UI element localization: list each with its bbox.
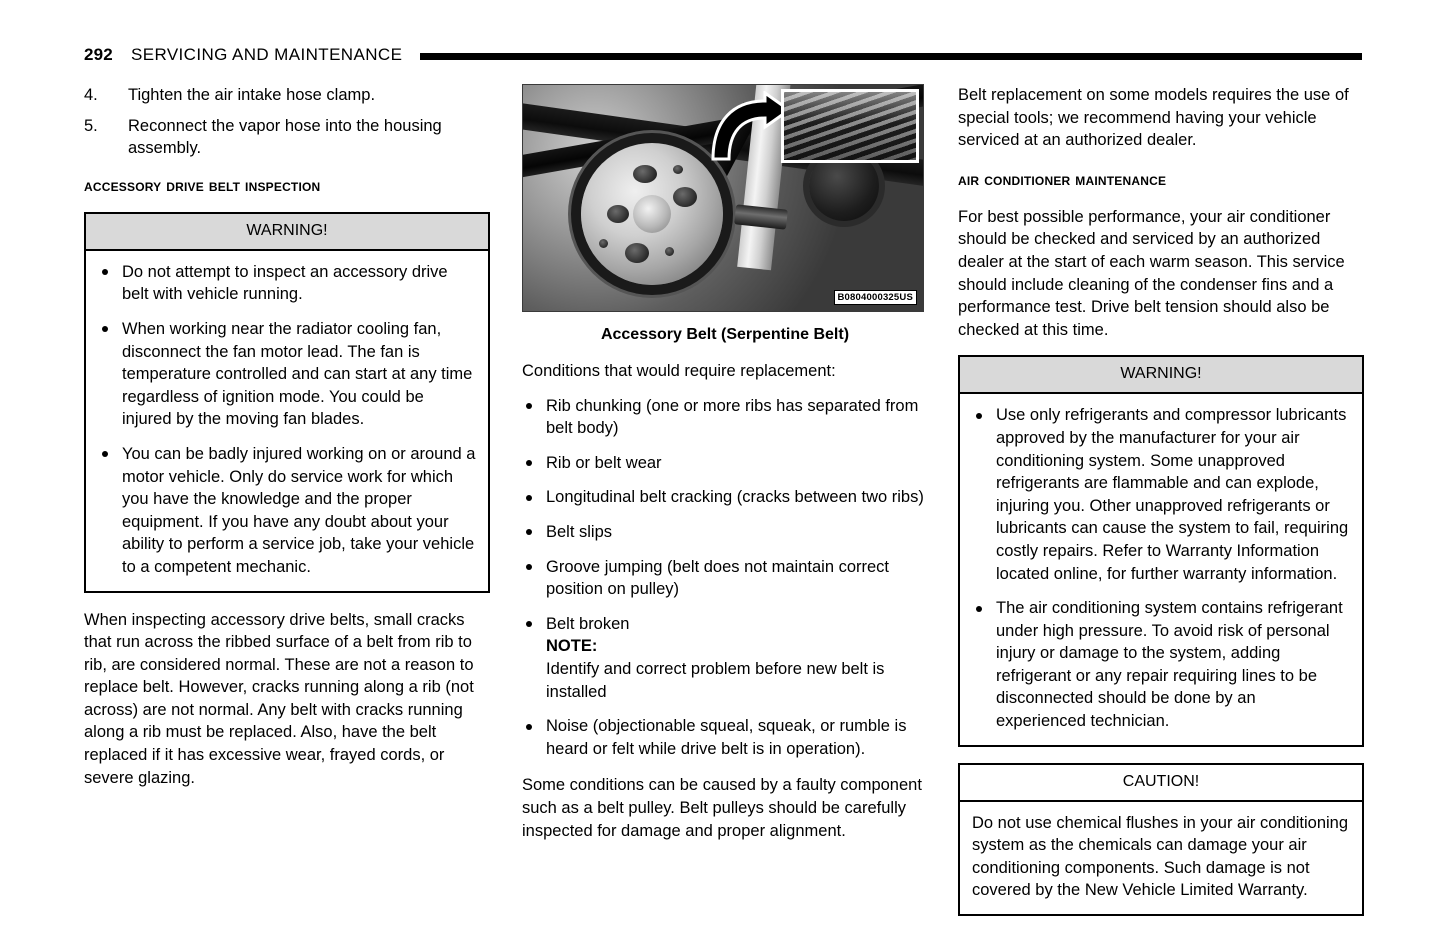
bullet-icon [102, 451, 108, 457]
bullet-icon [526, 460, 532, 466]
procedure-step-list [84, 84, 490, 160]
main-pulley [581, 143, 723, 285]
header-rule [420, 53, 1362, 60]
bullet-text: Belt broken [546, 614, 630, 633]
pulley-hole [665, 247, 674, 256]
page-title: SERVICING AND MAINTENANCE [130, 45, 403, 64]
list-item [98, 261, 476, 306]
bullet-icon [526, 495, 532, 501]
replacement-conditions-list [522, 395, 928, 636]
pulley-hole [599, 239, 608, 248]
step-text: Tighten the air intake hose clamp. [128, 86, 376, 104]
pulley-hole [633, 165, 657, 183]
list-item [98, 318, 476, 431]
bullet-icon [526, 621, 532, 627]
warning-box-title: WARNING! [960, 357, 1362, 394]
list-item [972, 404, 1350, 585]
conditions-lead-in: Conditions that would require replacement: [522, 362, 836, 380]
section-heading-accessory-drive-belt-inspection: accessory drive belt inspection [84, 175, 321, 195]
bullet-icon [526, 529, 532, 535]
warning-box-body [960, 394, 1362, 744]
figure-caption: Accessory Belt (Serpentine Belt) [600, 326, 850, 343]
list-item [522, 452, 928, 475]
bullet-text: Longitudinal belt cracking (cracks between two ribs) [546, 488, 924, 507]
right-column [958, 84, 1364, 932]
warning-box-body [86, 251, 488, 591]
bullet-icon [976, 606, 982, 612]
bullet-text: Groove jumping (belt does not maintain correct position on pulley) [546, 557, 890, 599]
pulley-hole [607, 205, 629, 223]
bullet-text: Do not attempt to inspect an accessory drive belt with vehicle running. [122, 262, 448, 304]
bullet-icon [526, 403, 532, 409]
bullet-icon [526, 724, 532, 730]
pulley-hole [625, 243, 649, 263]
bullet-text: Rib or belt wear [546, 453, 662, 472]
middle-column [522, 84, 928, 842]
bullet-text: You can be badly injured working on or around a motor vehicle. Only do service work for which you have the knowledge and the proper equipment. If you have any doubt about your ability to perform a service job, take your vehicle to a competent mechanic. [122, 444, 476, 576]
list-item [522, 613, 928, 636]
bullet-text: The air conditioning system contains refrigerant under high pressure. To avoid risk of personal injury or damage to the system, adding refrigerant or any repair requiring lines to be disconnected should be done by an experienced technician. [996, 599, 1343, 731]
figure-image [522, 84, 924, 312]
list-item [972, 597, 1350, 733]
note-block [522, 635, 928, 703]
bullet-text: Rib chunking (one or more ribs has separated from belt body) [546, 396, 919, 438]
section-heading-air-conditioner-maintenance: air conditioner maintenance [958, 169, 1167, 189]
pulley-hole [673, 165, 683, 174]
belt-rib-detail-inset [781, 89, 919, 163]
step-number: 4. [84, 86, 98, 104]
figure-accessory-belt [522, 84, 928, 344]
caution-box-chemical-flushes [958, 763, 1364, 916]
list-item [522, 556, 928, 601]
caution-box-title: CAUTION! [960, 765, 1362, 802]
paragraph-belt-inspection: When inspecting accessory drive belts, small cracks that run across the ribbed surface of a belt from rib to rib, are considered normal. These are not a reason to replace belt. However, cracks running along a rib (not across) are not normal. Any belt with cracks running along a rib must be replaced. Also, have the belt replaced if it has excessive wear, frayed cords, or severe glazing. [84, 610, 474, 787]
bullet-icon [102, 269, 108, 275]
pulley-hub [633, 195, 671, 233]
pulley-hole [673, 187, 697, 207]
bullet-text: Belt slips [546, 522, 613, 541]
bullet-text: Noise (objectionable squeal, squeak, or rumble is heard or felt while drive belt is in operation). [546, 717, 907, 758]
list-item [84, 84, 490, 107]
bullet-icon [976, 413, 982, 419]
paragraph-belt-replacement: Belt replacement on some models requires the use of special tools; we recommend having your vehicle serviced at an authorized dealer. [958, 86, 1349, 150]
list-item [522, 521, 928, 544]
inset-shading [784, 92, 916, 160]
left-column [84, 84, 490, 789]
step-text: Reconnect the vapor hose into the housing assembly. [128, 116, 442, 158]
figure-id-code: B0804000325US [834, 290, 918, 305]
list-item [522, 715, 928, 760]
list-item [522, 395, 928, 440]
caution-box-body [960, 802, 1362, 914]
caution-text: Do not use chemical flushes in your air conditioning system as the chemicals can damage your air conditioning components. Such damage is not covered by the New Vehicle Limited Warranty. [972, 813, 1349, 900]
paragraph-ac-maintenance: For best possible performance, your air conditioner should be checked and serviced by an authorized dealer at the start of each warm season. This service should include cleaning of the condenser fins and a performance test. Drive belt tension should also be checked at this time. [958, 207, 1345, 339]
replacement-conditions-list-continued [522, 715, 928, 760]
list-item [522, 486, 928, 509]
bullet-icon [526, 564, 532, 570]
warning-box-air-conditioning [958, 355, 1364, 746]
list-item [98, 443, 476, 579]
paragraph-faulty-component: Some conditions can be caused by a faulty component such as a belt pulley. Belt pulleys should be carefully inspected for damage and proper alignment. [522, 776, 922, 840]
note-text: Identify and correct problem before new belt is installed [546, 659, 885, 701]
page-number: 292 [84, 45, 113, 64]
warning-box-drive-belt [84, 212, 490, 593]
page-header [84, 42, 1362, 68]
warning-box-title: WARNING! [86, 214, 488, 251]
list-item [84, 115, 490, 160]
note-label: NOTE: [546, 637, 598, 656]
warning-bullet-list [972, 404, 1350, 732]
step-number: 5. [84, 116, 98, 135]
bullet-text: When working near the radiator cooling fan, disconnect the fan motor lead. The fan is temperature controlled and can start at any time regardless of ignition mode. You could be injured by the moving fan blades. [122, 319, 473, 429]
bullet-text: Use only refrigerants and compressor lubricants approved by the manufacturer for your air conditioning system. Some unapproved refrigerants are flammable and can explode, injuring you. Other unapproved refrigerants or lubricants can cause the system to fail, requiring costly repairs. Refer to Warranty Information located online, for further warranty information. [996, 406, 1349, 583]
warning-bullet-list [98, 261, 476, 579]
bullet-icon [102, 326, 108, 332]
